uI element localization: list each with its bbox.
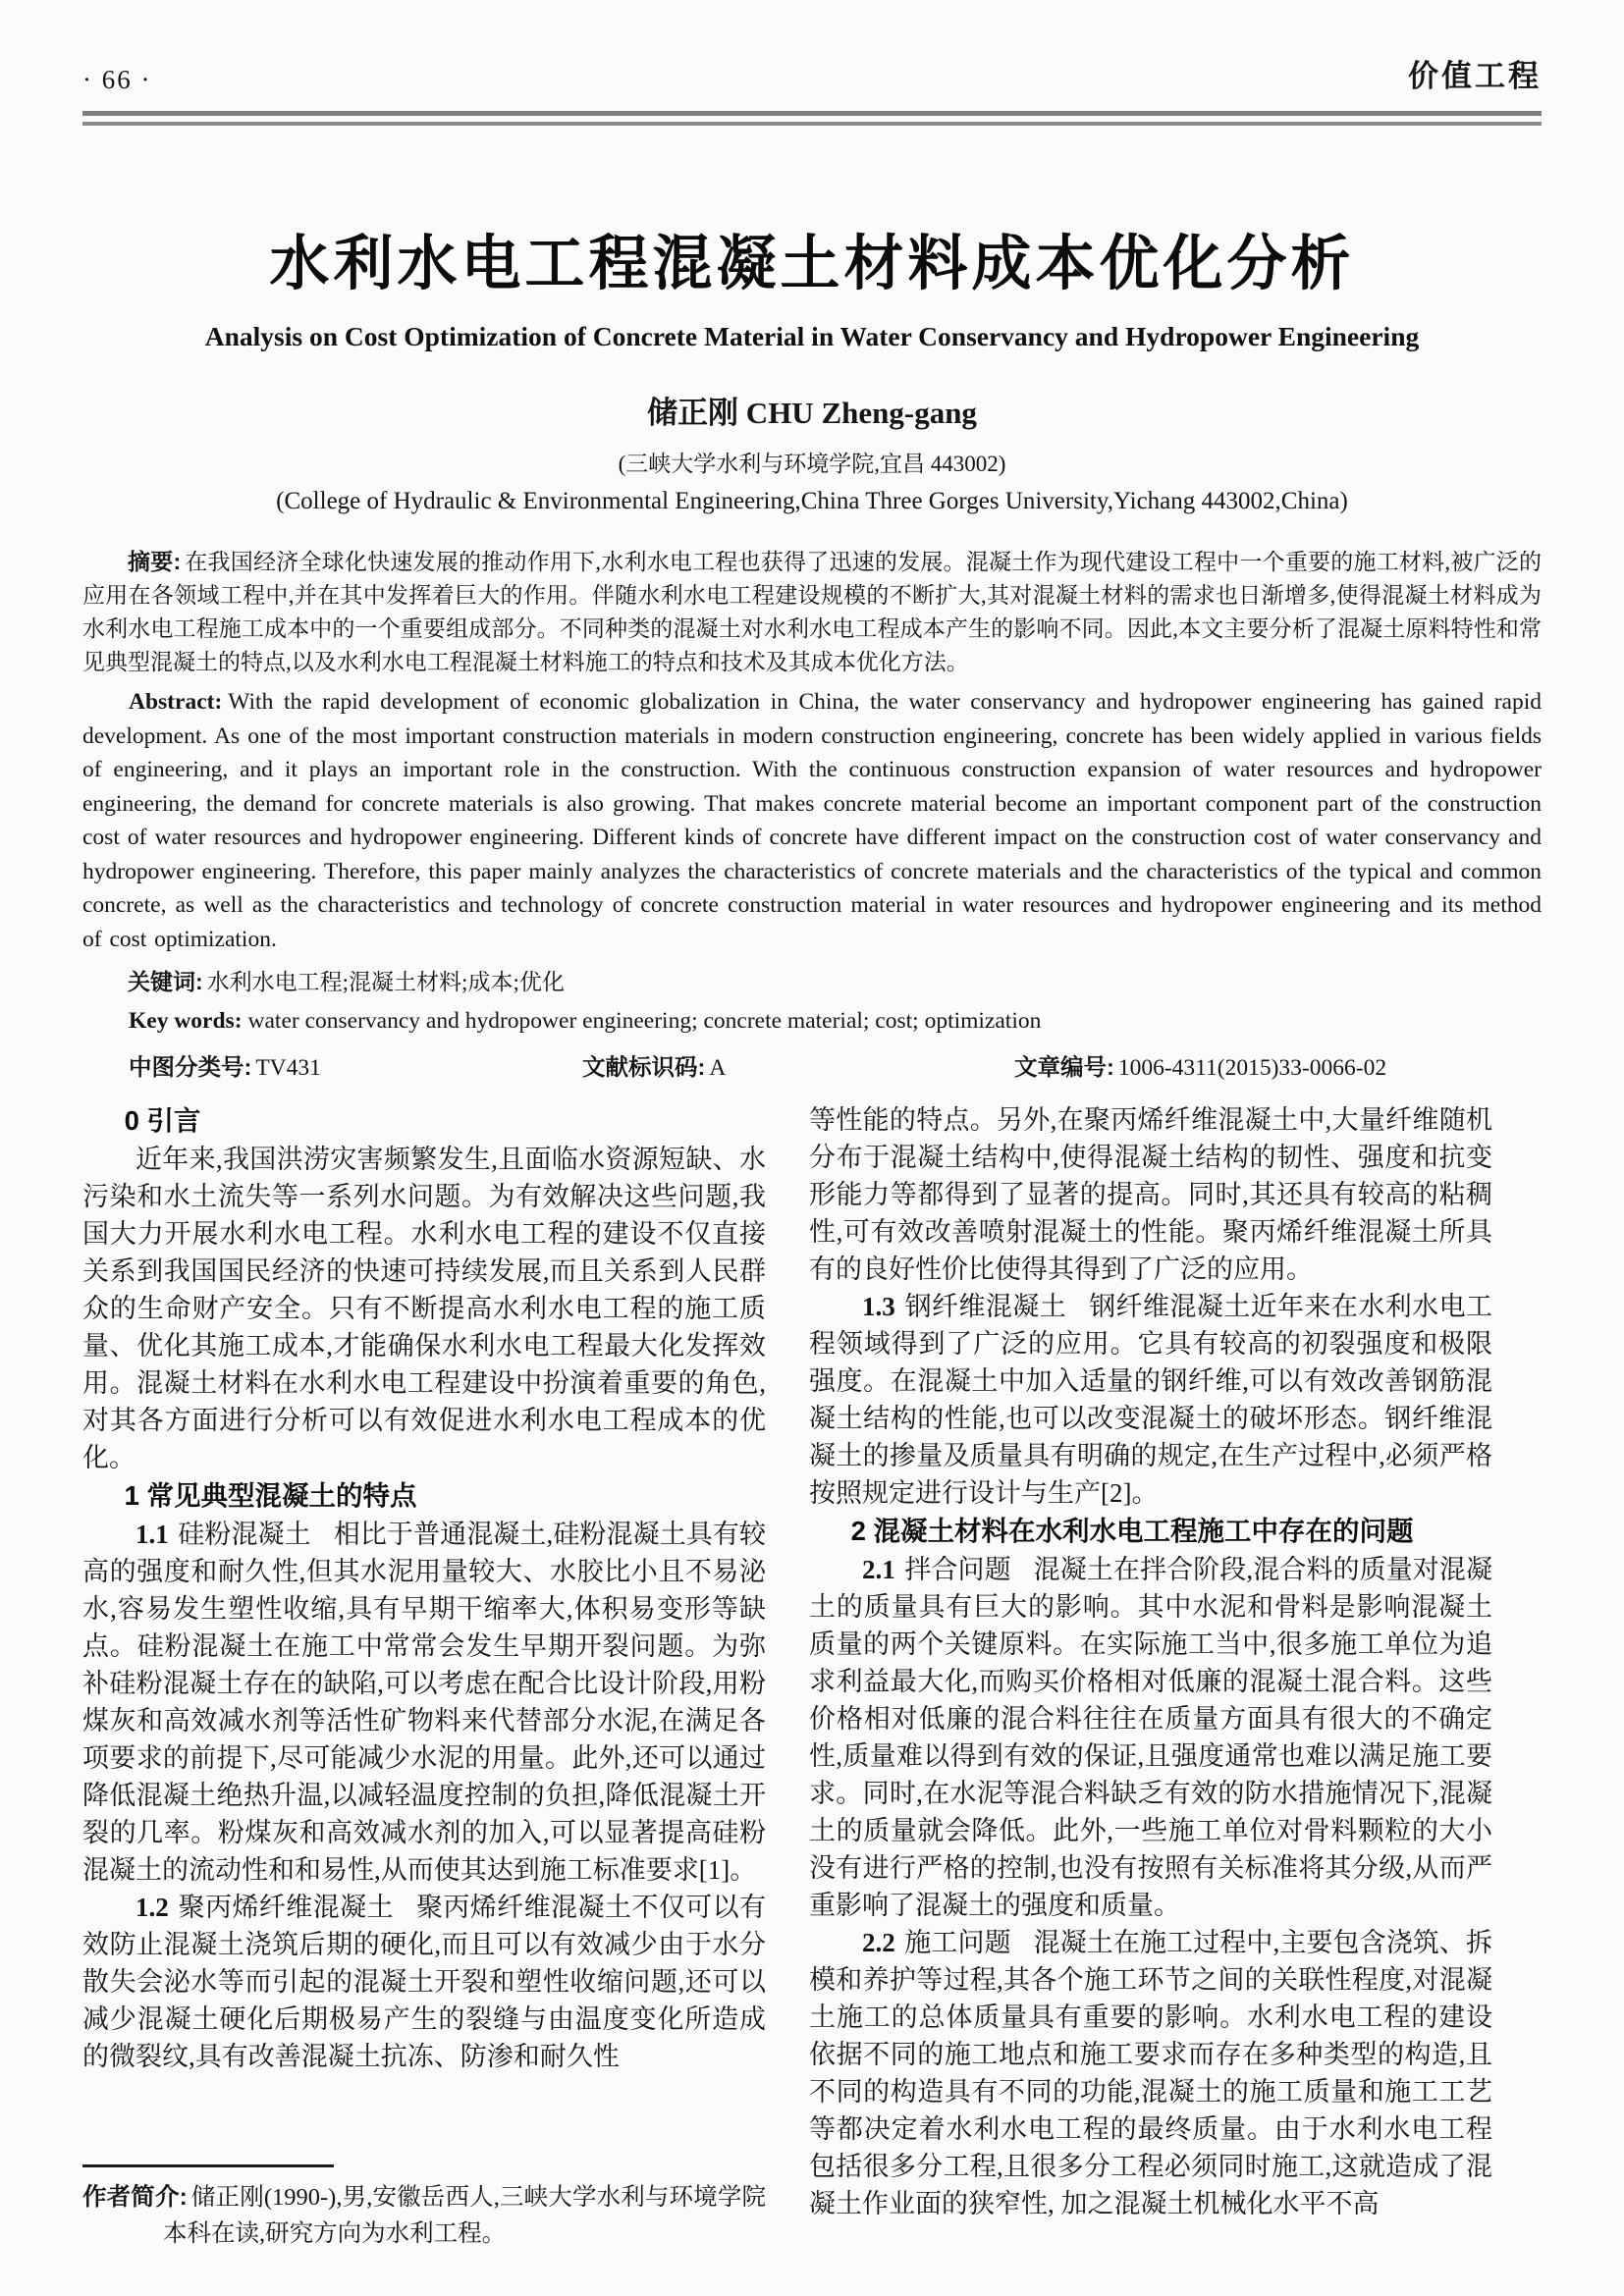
author-bio-block (82, 2164, 766, 2252)
journal-title: 价值工程 (1408, 59, 1542, 93)
document-code-value: A (709, 1055, 727, 1081)
author-name: 储正刚 CHU Zheng-gang (647, 396, 977, 430)
abstract-cn-label: 摘要: (128, 549, 182, 574)
article-id-value: 1006-4311(2015)33-0066-02 (1117, 1055, 1387, 1081)
clc-label: 中图分类号: (129, 1054, 252, 1080)
paragraph-1-3 (809, 1288, 1492, 1512)
page-header (82, 51, 1542, 95)
subsection-text-1-3: 钢纤维混凝土近年来在水利水电工程领域得到了广泛的应用。它具有较高的初裂强度和极限强度。在混凝土中加入适量的钢纤维,可以有效改善钢筋混凝土结构的性能,也可以改变混凝土的破坏形态。钢纤维混凝土的掺量及质量具有明确的规定,在生产过程中,必须严格按照规定进行设计与生产[2]。 (809, 1292, 1493, 1508)
paragraph-intro: 近年来,我国洪涝灾害频繁发生,且面临水资源短缺、水污染和水土流失等一系列水问题。为有效解决这些问题,我国大力开展水利水电工程。水利水电工程的建设不仅直接关系到我国国民经济的快速可持续发展,而且关系到人民群众的生命财产安全。只有不断提高水利水电工程的施工质量、优化其施工成本,才能确保水利水电工程最大化发挥效用。混凝土材料在水利水电工程建设中扮演着重要的角色,对其各方面进行分析可以有效促进水利水电工程成本的优化。 (82, 1145, 766, 1472)
right-column (809, 1101, 1492, 2252)
article-title-en: Analysis on Cost Optimization of Concrete Material in Water Conservancy and Hydropower Engineering (204, 321, 1420, 351)
affiliation-cn: (三峡大学水利与环境学院,宜昌 443002) (618, 452, 1006, 476)
subsection-title-1-2: 聚丙烯纤维混凝土 (178, 1893, 394, 1922)
footnote-rule (82, 2164, 334, 2167)
section-heading-0: 0 引言 (124, 1105, 201, 1136)
clc-value: TV431 (255, 1055, 321, 1081)
keywords-cn-text: 水利水电工程;混凝土材料;成本;优化 (206, 970, 565, 994)
abstract-en-label: Abstract: (129, 689, 223, 715)
subsection-text-1-2: 聚丙烯纤维混凝土不仅可以有效防止混凝土浇筑后期的硬化,而且可以有效减少由于水分散失会泌水等而引起的混凝土开裂和塑性收缩问题,还可以减少混凝土硬化后期极易产生的裂缝与由温度变化所造成的微裂纹,具有改善混凝土抗冻、防渗和耐久性 (82, 1893, 767, 2071)
body-columns (82, 1101, 1542, 2252)
article-id (1014, 1048, 1542, 1082)
paragraph-2-1 (809, 1551, 1492, 1924)
subsection-title-2-1: 拌合问题 (904, 1555, 1011, 1584)
left-column (82, 1101, 766, 2252)
paragraph-1-2-continued: 等性能的特点。另外,在聚丙烯纤维混凝土中,大量纤维随机分布于混凝土结构中,使得混凝土结构的韧性、强度和抗变形能力等都得到了显著的提高。同时,其还具有较高的粘稠性,可有效改善喷射混凝土的性能。聚丙烯纤维混凝土所具有的良好性价比使得其得到了广泛的应用。 (809, 1105, 1492, 1284)
article-meta-row (82, 1048, 1542, 1082)
subsection-number-1-2: 1.2 (135, 1893, 169, 1922)
header-rule (82, 111, 1542, 126)
keywords-en-label: Key words: (129, 1008, 243, 1034)
affiliation-en: (College of Hydraulic & Environmental Engineering,China Three Gorges University,Yichang 443002,China) (276, 488, 1348, 514)
keywords-en (82, 1008, 1542, 1035)
document-code-label: 文献标识码: (582, 1054, 706, 1080)
subsection-text-1-1: 相比于普通混凝土,硅粉混凝土具有较高的强度和耐久性,但其水泥用量较大、水胶比小且不易泌水,容易发生塑性收缩,具有早期干缩率大,体积易变形等缺点。硅粉混凝土在施工中常常会发生早期开裂问题。为弥补硅粉混凝土存在的缺陷,可以考虑在配合比设计阶段,用粉煤灰和高效减水剂等活性矿物料来代替部分水泥,在满足各项要求的前提下,尽可能减少水泥的用量。此外,还可以通过降低混凝土绝热升温,以减轻温度控制的负担,降低混凝土开裂的几率。粉煤灰和高效减水剂的加入,可以显著提高硅粉混凝土的流动性和和易性,从而使其达到施工标准要求[1]。 (82, 1520, 767, 1885)
page-number: · 66 · (82, 65, 152, 94)
subsection-title-2-2: 施工问题 (904, 1928, 1011, 1957)
document-code (582, 1048, 1014, 1082)
paragraph-1-2 (82, 1889, 766, 2075)
keywords-en-text: water conservancy and hydropower engineering; concrete material; cost; optimization (247, 1008, 1042, 1034)
paragraph-1-1 (82, 1516, 766, 1889)
subsection-title-1-3: 钢纤维混凝土 (904, 1292, 1067, 1321)
subsection-number-1-1: 1.1 (135, 1520, 169, 1549)
keywords-cn-label: 关键词: (128, 969, 203, 994)
abstract-cn-text: 在我国经济全球化快速发展的推动作用下,水利水电工程也获得了迅速的发展。混凝土作为现代建设工程中一个重要的施工材料,被广泛的应用在各领域工程中,并在其中发挥着巨大的作用。伴随水利水电工程建设规模的不断扩大,其对混凝土材料的需求也日渐增多,使得混凝土材料成为水利水电工程施工成本中的一个重要组成部分。不同种类的混凝土对水利水电工程成本产生的影响不同。因此,本文主要分析了混凝土原料特性和常见典型混凝土的特点,以及水利水电工程混凝土材料施工的特点和技术及其成本优化方法。 (82, 550, 1542, 674)
subsection-number-1-3: 1.3 (862, 1292, 895, 1321)
subsection-text-2-2: 混凝土在施工过程中,主要包含浇筑、拆模和养护等过程,其各个施工环节之间的关联性程度,对混凝土施工的总体质量具有重要的影响。水利水电工程的建设依据不同的施工地点和施工要求而存在多种类型的构造,且不同的构造具有不同的功能,混凝土的施工质量和施工工艺等都决定着水利水电工程的最终质量。由于水利水电工程包括很多分工程,且很多分工程必须同时施工,这就造成了混凝土作业面的狭窄性, 加之混凝土机械化水平不高 (809, 1928, 1493, 2218)
section-heading-1: 1 常见典型混凝土的特点 (124, 1480, 417, 1511)
clc-number (129, 1048, 582, 1082)
paragraph-2-2 (809, 1924, 1492, 2222)
subsection-text-2-1: 混凝土在拌合阶段,混合料的质量对混凝土的质量具有巨大的影响。其中水泥和骨料是影响混凝土质量的两个关键原料。在实际施工当中,很多施工单位为追求利益最大化,而购买价格相对低廉的混凝土混合料。这些价格相对低廉的混合料往往在质量方面具有很大的不确定性,质量难以得到有效的保证,且强度通常也难以满足施工要求。同时,在水泥等混合料缺乏有效的防水措施情况下,混凝土的质量就会降低。此外,一些施工单位对骨料颗粒的大小没有进行严格的控制,也没有按照有关标准将其分级,从而严重影响了混凝土的强度和质量。 (809, 1555, 1493, 1920)
abstract-en-text: With the rapid development of economic globalization in China, the water conservancy and hydropower engineering has gained rapid development. As one of the most important construction materials in modern construction engineering, concrete has been widely applied in various fields of engineering, and it plays an important role in the construction. With the continuous construction expansion of water resources and hydropower engineering, the demand for concrete materials is also growing. That makes concrete material become an important component part of the construction cost of water resources and hydropower engineering. Different kinds of concrete have different impact on the construction cost of water conservancy and hydropower engineering. Therefore, this paper mainly analyzes the characteristics of concrete materials and the characteristics of the typical and common concrete, as well as the characteristics and technology of concrete construction material in water resources and hydropower engineering and its method of cost optimization. (82, 689, 1542, 952)
abstract-en (82, 685, 1542, 956)
subsection-title-1-1: 硅粉混凝土 (178, 1520, 311, 1549)
article-title-cn: 水利水电工程混凝土材料成本优化分析 (269, 230, 1355, 296)
subsection-number-2-2: 2.2 (862, 1928, 895, 1957)
subsection-number-2-1: 2.1 (862, 1555, 895, 1584)
author-bio-text: 储正刚(1990-),男,安徽岳西人,三峡大学水利与环境学院本科在读,研究方向为水利工程。 (163, 2184, 766, 2247)
abstract-cn (82, 545, 1542, 679)
keywords-cn (82, 964, 1542, 996)
section-heading-2: 2 混凝土材料在水利水电工程施工中存在的问题 (850, 1516, 1414, 1546)
author-bio-label: 作者简介: (82, 2184, 188, 2211)
author-bio (82, 2179, 766, 2252)
article-id-label: 文章编号: (1014, 1054, 1114, 1080)
